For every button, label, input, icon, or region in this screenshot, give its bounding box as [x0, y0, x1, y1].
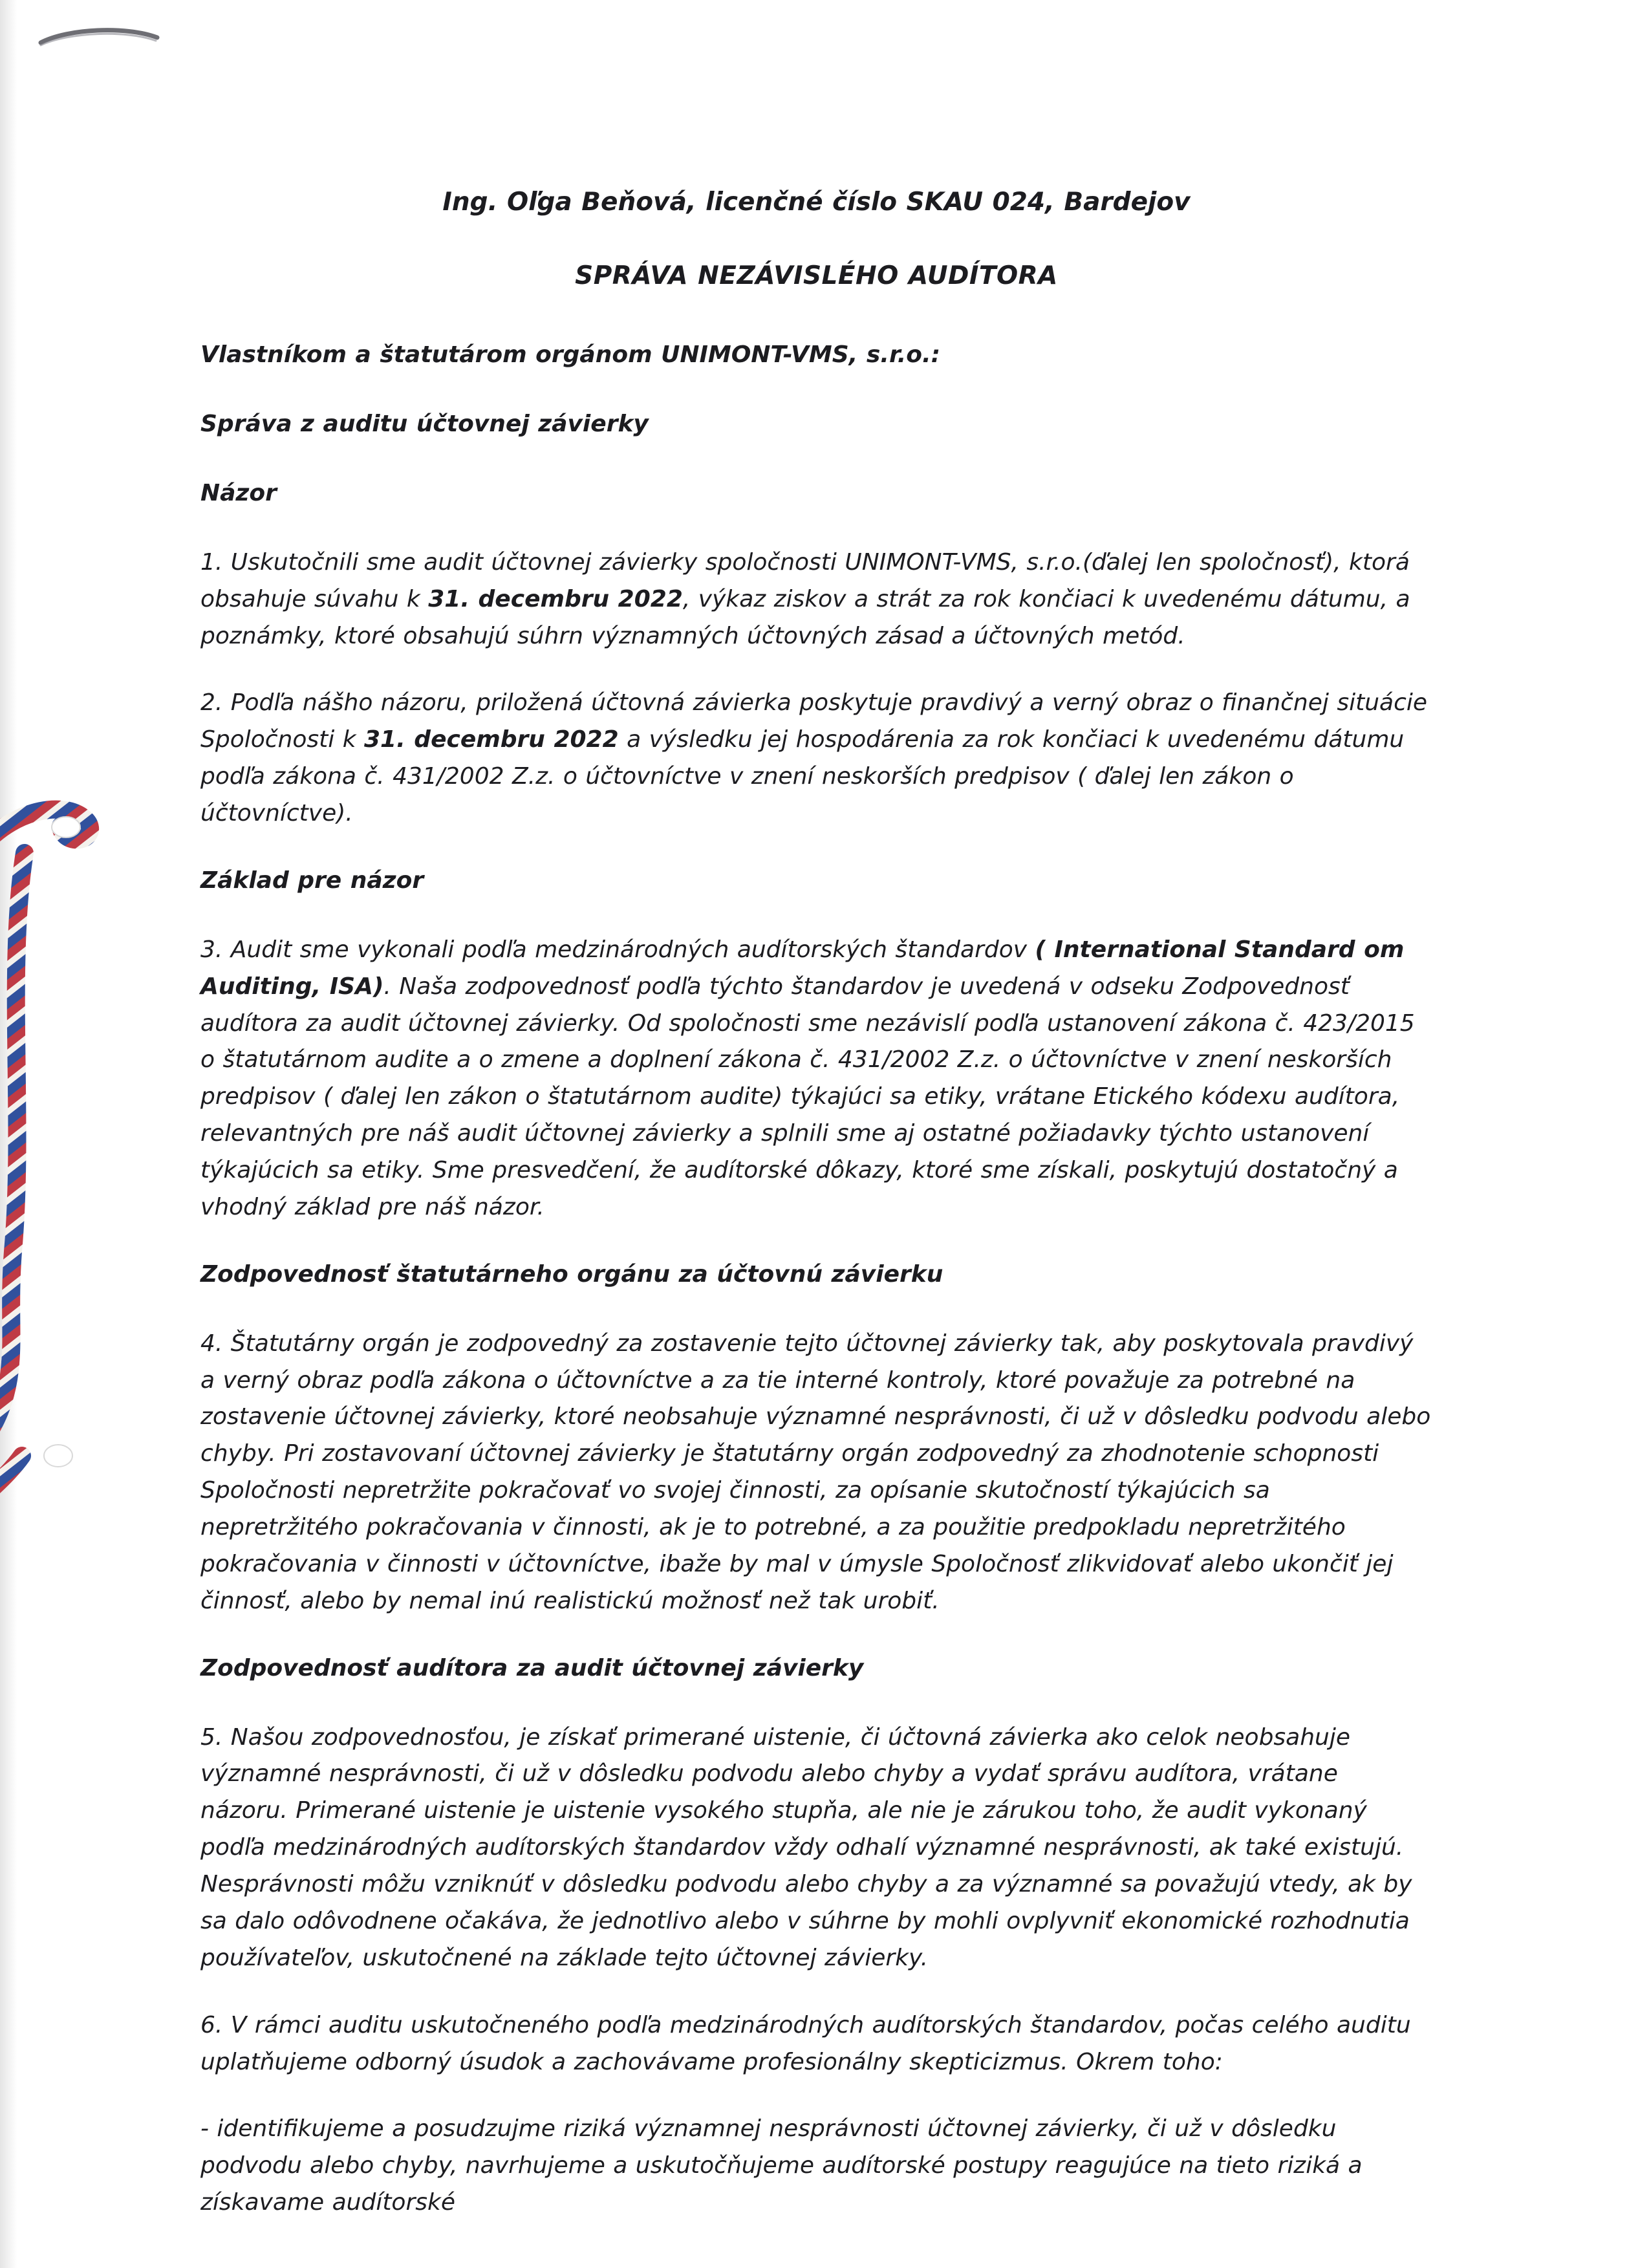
- doc-subtitle: [200, 256, 1432, 296]
- text-run-bold: ( International Standard om Auditing, ISA): [200, 936, 1405, 1000]
- text-run: 6. V rámci auditu uskutočneného podľa medzinárodných audítorských štandardov, počas celého auditu uplatňujeme odborný úsudok a zachovávame profesionálny skepticizmus. Okrem toho:: [200, 2011, 1411, 2075]
- cord-seal-bottom: [44, 1445, 72, 1467]
- text-run: . Naša zodpovednosť podľa týchto štandardov je uvedená v odseku Zodpovednosť audítora za audit účtovnej závierky. Od spoločnosti sme nezávislí podľa ustanovení zákona č. 423/2015 o štatutárnom audite a o zmene a doplnení zákona č. 431/2002 Z.z. o účtovníctve v znení neskorších predpisov ( ďalej len zákon o štatutárnom audite) týkajúci sa etiky, vrátane Etického kódexu audítora, relevantných pre náš audit účtovnej závierky a splnili sme aj ostatné požiadavky týchto ustanovení týkajúcich sa etiky. Sme presvedčení, že audítorské dôkazy, ktoré sme získali, poskytujú dostatočný a vhodný základ pre náš názor.: [200, 973, 1415, 1220]
- text-run-bold: 31. decembru 2022: [428, 585, 683, 612]
- text-run-bold: 31. decembru 2022: [364, 726, 619, 753]
- text-run: - identifikujeme a posudzujme riziká významnej nesprávnosti účtovnej závierky, či už v dôsledku podvodu alebo chyby, navrhujeme a uskutočňujeme audítorské postupy reagujúce na tieto riziká a získavame audítorské: [200, 2115, 1363, 2216]
- auditor-responsibility-heading: [200, 1650, 1432, 1687]
- cord-seal-top: [52, 817, 80, 837]
- doc-title: [200, 182, 1432, 222]
- staple-mark-icon: [36, 19, 191, 65]
- paragraph-2: [200, 685, 1432, 832]
- text-run-bold: Správa z auditu účtovnej závierky: [200, 411, 649, 438]
- opinion-heading: [200, 475, 1432, 512]
- basis-heading: [200, 863, 1432, 900]
- text-run: 5. Našou zodpovednosťou, je získať primerané uistenie, či účtovná závierka ako celok neobsahuje významné nesprávnosti, či už v dôsledku podvodu alebo chyby a vydať správu audítora, vrátane názoru. Primerané uistenie je uistenie vysokého stupňa, ale nie je zárukou toho, že audit vykonaný podľa medzinárodných audítorských štandardov vždy odhalí významné nesprávnosti, ak také existujú. Nesprávnosti môžu vzniknúť v dôsledku podvodu alebo chyby a za významné sa považujú vtedy, ak by sa dalo odôvodnene očakáva, že jednotlivo alebo v súhrne by mohli ovplyvniť ekonomické rozhodnutia používateľov, uskutočnené na základe tejto účtovnej závierky.: [200, 1723, 1412, 1971]
- paragraph-3: [200, 932, 1432, 1226]
- text-run-bold: Zodpovednosť audítora za audit účtovnej závierky: [200, 1654, 864, 1681]
- text-run-bold: SPRÁVA NEZÁVISLÉHO AUDÍTORA: [575, 261, 1058, 290]
- paragraph-5: [200, 1720, 1432, 1977]
- text-run: , výkaz ziskov a strát za rok končiaci k uvedenému dátumu, a poznámky, ktoré obsahujú súhrn významných účtovných zásad a účtovných metód.: [200, 585, 1410, 649]
- text-run-bold: Vlastníkom a štatutárom orgánom UNIMONT-VMS, s.r.o.:: [200, 341, 941, 369]
- paragraph-6: [200, 2007, 1432, 2081]
- text-run-bold: Ing. Oľga Beňová, licenčné číslo SKAU 024, Bardejov: [442, 188, 1191, 217]
- binding-cord-icon: [0, 786, 127, 1523]
- text-run-bold: Názor: [200, 479, 277, 506]
- document-body: [200, 182, 1432, 2252]
- text-run: 4. Štatutárny orgán je zodpovedný za zostavenie tejto účtovnej závierky tak, aby poskytovala pravdivý a verný obraz podľa zákona o účtovníctve a za tie interné kontroly, ktoré považuje za potrebné na zostavenie účtovnej závierky, ktoré neobsahuje významné nesprávnosti, či už v dôsledku podvodu alebo chyby. Pri zostavovaní účtovnej závierky je štatutárny orgán zodpovedný za zhodnotenie schopnosti Spoločnosti nepretržite pokračovať vo svojej činnosti, za opísanie skutočností týkajúcich sa nepretržitého pokračovania v činnosti, ak je to potrebné, a za použitie predpokladu nepretržitého pokračovania v činnosti v účtovníctve, ibaže by mal v úmysle Spoločnosť zlikvidovať alebo ukončiť jej činnosť, alebo by nemal inú realistickú možnosť než tak urobiť.: [200, 1330, 1431, 1614]
- report-section-heading: [200, 406, 1432, 443]
- addressee-heading: [200, 337, 1432, 374]
- text-run: a výsledku jej hospodárenia za rok končiaci k uvedenému dátumu podľa zákona č. 431/2002 Z.z. o účtovníctve v znení neskorších predpisov ( ďalej len zákon o účtovníctve).: [200, 726, 1405, 827]
- paragraph-7: [200, 2111, 1432, 2221]
- text-run-bold: Zodpovednosť štatutárneho orgánu za účtovnú závierku: [200, 1260, 943, 1288]
- text-run: 1. Uskutočnili sme audit účtovnej závierky spoločnosti UNIMONT-VMS, s.r.o.(ďalej len spoločnosť), ktorá obsahuje súvahu k: [200, 548, 1410, 612]
- text-run: 2. Podľa nášho názoru, priložená účtovná závierka poskytuje pravdivý a verný obraz o finančnej situácie Spoločnosti k: [200, 689, 1428, 753]
- text-run-bold: Základ pre názor: [200, 867, 424, 894]
- text-run: 3. Audit sme vykonali podľa medzinárodných audítorských štandardov: [200, 936, 1035, 963]
- paragraph-4: [200, 1326, 1432, 1620]
- paragraph-1: [200, 545, 1432, 655]
- management-responsibility-heading: [200, 1257, 1432, 1293]
